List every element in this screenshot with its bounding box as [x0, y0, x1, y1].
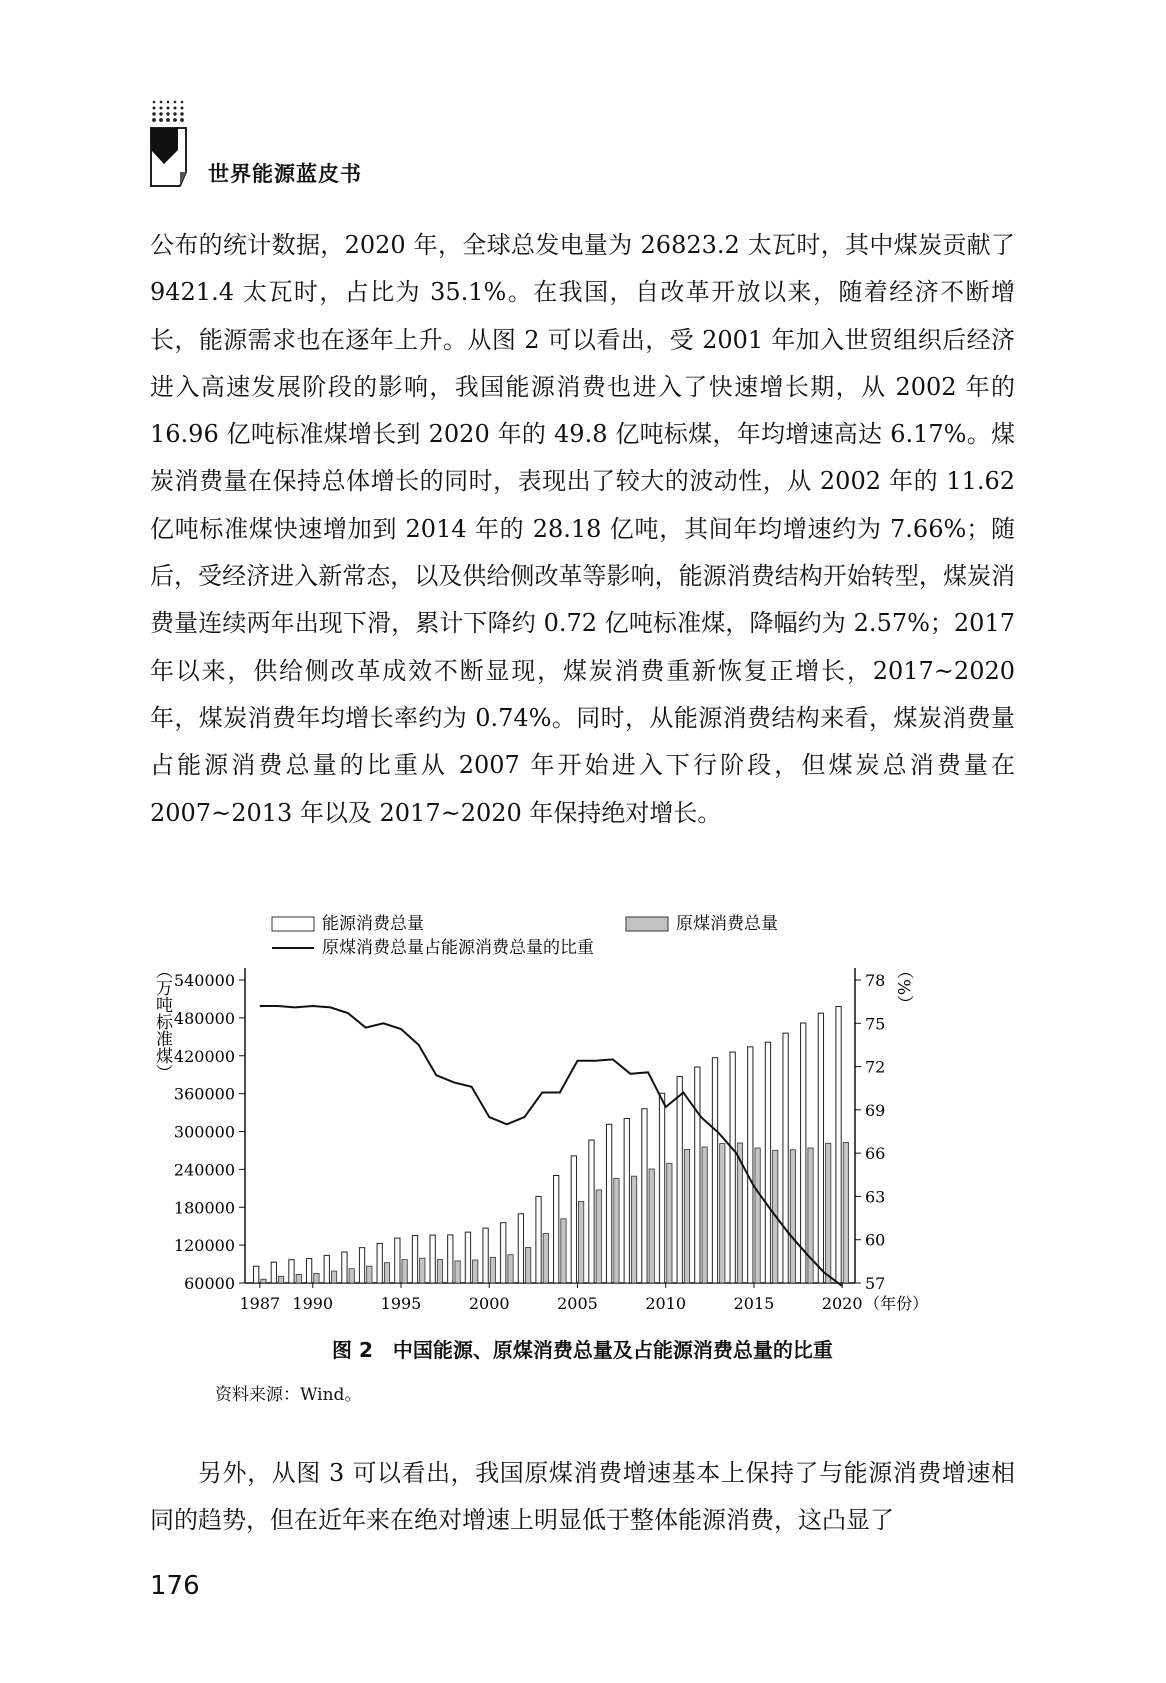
y2-tick-label: 75: [865, 1014, 886, 1034]
bar-coal: [631, 1176, 636, 1283]
y-tick-label: 300000: [173, 1122, 235, 1142]
bar-coal: [596, 1190, 601, 1283]
y2-tick-label: 57: [865, 1274, 886, 1293]
bar-energy: [342, 1252, 347, 1283]
x-tick-label: 2010: [645, 1294, 687, 1313]
bar-coal: [808, 1148, 813, 1283]
bar-energy: [712, 1058, 717, 1283]
bar-energy: [448, 1235, 453, 1283]
main-paragraph: [150, 222, 1015, 837]
bar-coal: [349, 1269, 354, 1283]
bar-coal: [826, 1143, 831, 1283]
bar-coal: [384, 1263, 389, 1283]
y2-tick-label: 69: [865, 1100, 886, 1120]
bar-energy: [571, 1156, 576, 1283]
x-tick-label: 1995: [380, 1294, 422, 1313]
bar-coal: [261, 1279, 266, 1283]
x-tick-label: 2005: [557, 1294, 598, 1313]
bar-coal: [490, 1257, 495, 1283]
x-tick-label: 2020: [821, 1294, 863, 1313]
y2-axis-label: [893, 962, 914, 1012]
bar-coal: [402, 1260, 407, 1283]
chart-svg: [150, 905, 1030, 1345]
bar-energy: [677, 1077, 682, 1283]
bar-coal: [684, 1149, 689, 1283]
bar-energy: [306, 1259, 311, 1283]
legend-swatch-coal: [626, 917, 668, 931]
bar-energy: [430, 1235, 435, 1283]
x-tick-label: 2015: [733, 1294, 775, 1313]
y-tick-label: 420000: [173, 1046, 235, 1066]
y-tick-label: 540000: [173, 971, 235, 990]
bar-energy: [501, 1223, 506, 1283]
header-emblem: [150, 100, 192, 194]
bar-coal: [314, 1273, 319, 1283]
bar-energy: [289, 1260, 294, 1283]
bar-energy: [465, 1232, 470, 1283]
bar-energy: [359, 1248, 364, 1283]
bar-energy: [518, 1214, 523, 1283]
bar-energy: [748, 1047, 753, 1283]
y-tick-label: 120000: [173, 1236, 235, 1256]
bar-energy: [536, 1196, 541, 1283]
y-axis-title: （万吨标准煤）: [152, 962, 172, 1081]
bar-energy: [606, 1124, 611, 1283]
bar-energy: [818, 1013, 823, 1283]
y2-tick-label: 78: [865, 971, 886, 990]
bar-coal: [578, 1201, 583, 1283]
bar-coal: [296, 1274, 301, 1283]
bar-coal: [455, 1261, 460, 1283]
figure-caption: 图 2 中国能源、原煤消费总量及占能源消费总量的比重: [332, 1338, 833, 1362]
x-axis-title: （年份）: [864, 1294, 929, 1313]
x-tick-label: 1987: [239, 1294, 281, 1313]
figure-2: [150, 905, 1030, 1345]
bar-coal: [843, 1142, 848, 1283]
bar-energy: [801, 1023, 806, 1283]
y-tick-label: 180000: [173, 1198, 235, 1218]
y-tick-label: 360000: [173, 1084, 235, 1104]
bar-coal: [790, 1150, 795, 1283]
bar-coal: [649, 1169, 654, 1283]
bar-coal: [702, 1147, 707, 1283]
bar-energy: [554, 1176, 559, 1283]
bar-coal: [614, 1178, 619, 1283]
bar-energy: [659, 1093, 664, 1283]
bar-energy: [765, 1042, 770, 1283]
bar-energy: [271, 1262, 276, 1283]
bar-coal: [755, 1148, 760, 1283]
y-tick-label: 60000: [184, 1274, 235, 1293]
bar-coal: [437, 1260, 442, 1283]
following-paragraph: [150, 1450, 1015, 1545]
bar-energy: [642, 1109, 647, 1283]
bar-energy: [783, 1033, 788, 1283]
bar-coal: [526, 1248, 531, 1283]
bar-coal: [508, 1255, 513, 1283]
bar-energy: [412, 1236, 417, 1283]
bar-energy: [377, 1243, 382, 1283]
bar-coal: [543, 1234, 548, 1283]
bar-coal: [331, 1271, 336, 1283]
paragraph-1: 公布的统计数据，2020 年，全球总发电量为 26823.2 太瓦时，其中煤炭贡献了 9421.4 太瓦时，占比为 35.1%。在我国，自改革开放以来，随着经济不断增长，能源需求也在逐年上升。从图 2 可以看出，受 2001 年加入世贸组织后经济进入高速发展阶段的影响，我国能源消费也进入了快速增长期，从 2002 年的 16.96 亿吨标准煤增长到 2020 年的 49.8 亿吨标煤，年均增速高达 6.17%。煤炭消费量在保持总体增长的同时，表现出了较大的波动性，从 2002 年的 11.62 亿吨标准煤快速增加到 2014 年的 28.18 亿吨，其间年均增速约为 7.66%；随后，受经济进入新常态，以及供给侧改革等影响，能源消费结构开始转型，煤炭消费量连续两年出现下滑，累计下降约 0.72 亿吨标准煤，降幅约为 2.57%；2017 年以来，供给侧改革成效不断显现，煤炭消费重新恢复正增长，2017~2020 年，煤炭消费年均增长率约为 0.74%。同时，从能源消费结构来看，煤炭消费量占能源消费总量的比重从 2007 年开始进入下行阶段，但煤炭总消费量在 2007~2013 年以及 2017~2020 年保持绝对增长。: [150, 231, 1015, 827]
book-logo-icon: [150, 100, 192, 190]
bar-energy: [395, 1238, 400, 1283]
x-tick-label: 1990: [292, 1294, 334, 1313]
bar-energy: [483, 1228, 488, 1283]
book-title: 世界能源蓝皮书: [208, 162, 362, 186]
legend-label-ratio: 原煤消费总量占能源消费总量的比重: [322, 938, 594, 958]
bar-energy: [730, 1052, 735, 1283]
y2-tick-label: 60: [865, 1230, 886, 1250]
bar-energy: [254, 1266, 259, 1283]
bar-coal: [278, 1276, 283, 1283]
bar-energy: [589, 1140, 594, 1283]
bar-coal: [420, 1258, 425, 1283]
legend-label-energy: 能源消费总量: [322, 914, 424, 934]
y2-tick-label: 72: [865, 1057, 886, 1077]
bar-energy: [324, 1255, 329, 1283]
bar-coal: [667, 1163, 672, 1283]
y2-tick-label: 63: [865, 1187, 886, 1207]
page-number: 176: [150, 1571, 200, 1601]
y2-axis-title: （%）: [893, 962, 913, 1013]
paragraph-2: 另外，从图 3 可以看出，我国原煤消费增速基本上保持了与能源消费增速相同的趋势，但在近年来在绝对增速上明显低于整体能源消费，这凸显了: [150, 1459, 1015, 1535]
bar-energy: [836, 1007, 841, 1283]
legend-label-coal: 原煤消费总量: [676, 914, 778, 934]
bar-energy: [624, 1118, 629, 1283]
bar-coal: [720, 1144, 725, 1283]
legend: [272, 914, 778, 958]
y-axis-label: [152, 962, 173, 1081]
bar-coal: [561, 1219, 566, 1283]
figure-source: 资料来源：Wind。: [215, 1385, 362, 1405]
y-tick-label: 240000: [173, 1160, 235, 1180]
y2-tick-label: 66: [865, 1144, 886, 1164]
x-tick-label: 2000: [468, 1294, 510, 1313]
bar-coal: [367, 1266, 372, 1283]
bar-energy: [695, 1067, 700, 1283]
plot-area: [174, 968, 928, 1313]
legend-swatch-energy: [272, 917, 314, 931]
bar-coal: [473, 1260, 478, 1283]
y-tick-label: 480000: [173, 1008, 235, 1028]
